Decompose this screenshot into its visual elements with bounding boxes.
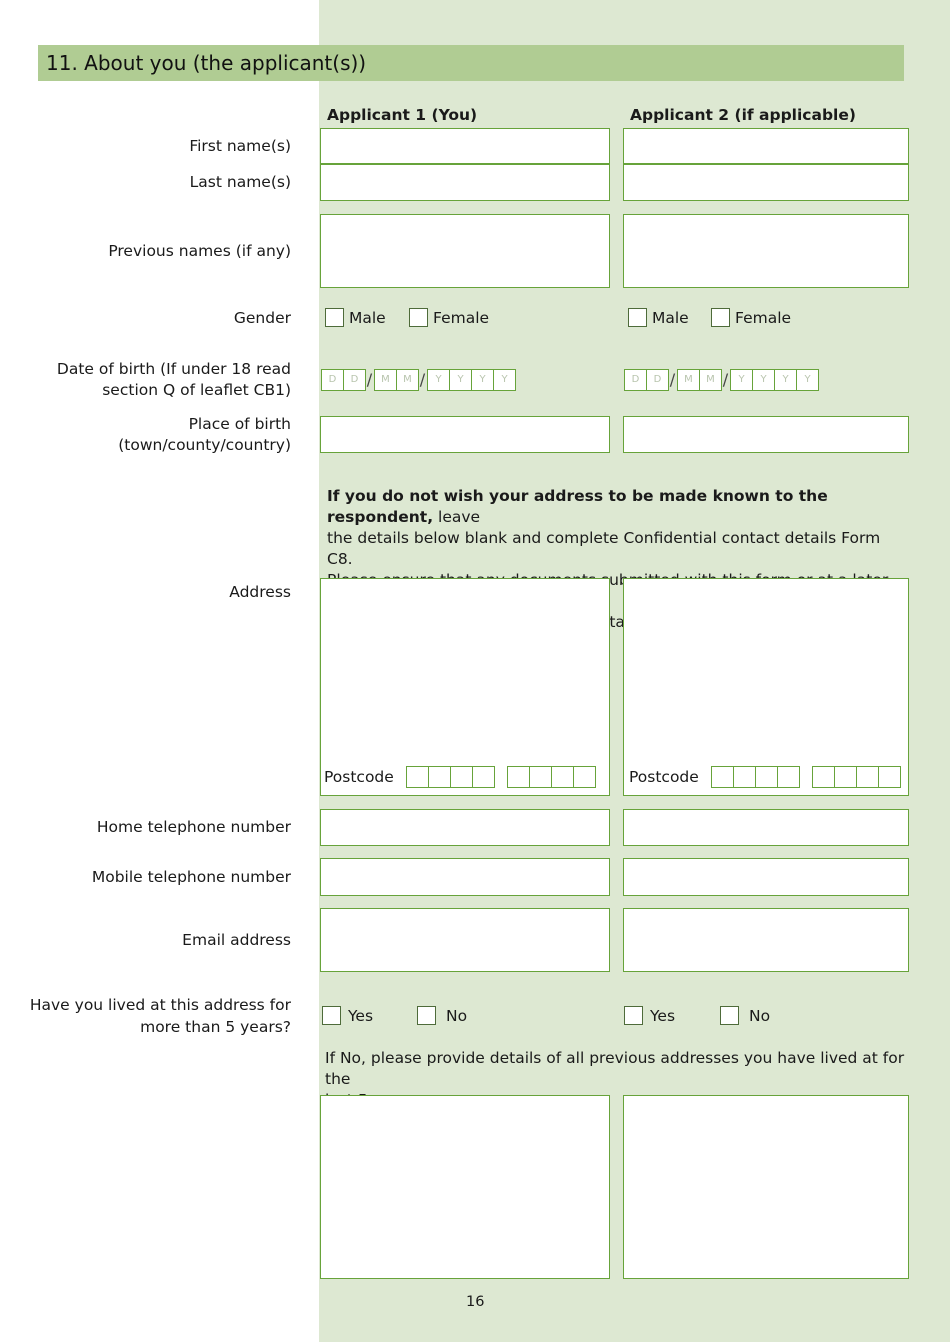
checkbox[interactable] xyxy=(624,1006,643,1025)
dob-month-cell[interactable]: M xyxy=(677,369,700,391)
dob-label-line1: Date of birth (If under 18 read xyxy=(56,360,291,378)
previous-names-label: Previous names (if any) xyxy=(108,242,291,260)
postcode-cell[interactable] xyxy=(834,766,857,788)
postcode-cell[interactable] xyxy=(878,766,901,788)
lived-5-years-label-line2: more than 5 years? xyxy=(140,1018,291,1036)
applicant2-postcode[interactable] xyxy=(629,766,900,788)
checkbox[interactable] xyxy=(711,308,730,327)
applicant1-email-input[interactable] xyxy=(320,908,610,972)
postcode-cell[interactable] xyxy=(812,766,835,788)
applicant1-mobile-phone-input[interactable] xyxy=(320,858,610,896)
dob-year-cell[interactable]: Y xyxy=(774,369,797,391)
postcode-cell[interactable] xyxy=(856,766,879,788)
address-label: Address xyxy=(229,583,291,601)
checkbox[interactable] xyxy=(409,308,428,327)
applicant2-gender-female[interactable]: Female xyxy=(711,308,791,327)
applicant1-gender-male[interactable]: Male xyxy=(325,308,386,327)
applicant2-address-input[interactable] xyxy=(623,578,909,796)
postcode-cell[interactable] xyxy=(777,766,800,788)
postcode-cell[interactable] xyxy=(573,766,596,788)
applicant1-dob-input[interactable] xyxy=(321,369,515,391)
dob-year-cell[interactable]: Y xyxy=(427,369,450,391)
checkbox[interactable] xyxy=(325,308,344,327)
applicant2-home-phone-input[interactable] xyxy=(623,809,909,846)
postcode-cell[interactable] xyxy=(755,766,778,788)
note-text: contact xyxy=(581,613,640,631)
dob-year-cell[interactable]: Y xyxy=(796,369,819,391)
applicant1-header: Applicant 1 (You) xyxy=(327,106,478,124)
applicant2-gender-male[interactable]: Male xyxy=(628,308,689,327)
applicant1-previous-names-input[interactable] xyxy=(320,214,610,288)
postcode-cell[interactable] xyxy=(450,766,473,788)
applicant1-home-phone-input[interactable] xyxy=(320,809,610,846)
dob-separator: / xyxy=(366,370,373,389)
dob-year-cell[interactable]: Y xyxy=(449,369,472,391)
pob-label-line1: Place of birth xyxy=(188,415,291,433)
note-text: the details below blank and complete Confidential contact details Form C8. xyxy=(327,529,881,568)
checkbox[interactable] xyxy=(720,1006,739,1025)
postcode-cell[interactable] xyxy=(711,766,734,788)
applicant1-address-input[interactable] xyxy=(320,578,610,796)
applicant2-first-name-input[interactable] xyxy=(623,128,909,164)
pob-label-line2: (town/county/country) xyxy=(118,436,291,454)
dob-month-cell[interactable]: M xyxy=(699,369,722,391)
dob-year-cell[interactable]: Y xyxy=(730,369,753,391)
dob-year-cell[interactable]: Y xyxy=(752,369,775,391)
first-name-label: First name(s) xyxy=(189,137,291,155)
dob-year-cell[interactable]: Y xyxy=(471,369,494,391)
page-number: 16 xyxy=(466,1294,485,1310)
applicant1-lived-yes[interactable]: Yes xyxy=(322,1006,373,1025)
applicant1-postcode[interactable] xyxy=(324,766,595,788)
home-phone-label: Home telephone number xyxy=(96,818,291,836)
dob-day-cell[interactable]: D xyxy=(343,369,366,391)
postcode-cell[interactable] xyxy=(507,766,530,788)
gender-label: Gender xyxy=(233,309,291,327)
note-bold-intro: If you do not wish your address to be made known to the respondent, xyxy=(327,487,828,526)
applicant2-lived-yes[interactable]: Yes xyxy=(624,1006,675,1025)
mobile-phone-label: Mobile telephone number xyxy=(91,868,291,886)
postcode-cell[interactable] xyxy=(472,766,495,788)
dob-label-line2: section Q of leaflet CB1) xyxy=(102,381,291,399)
applicant1-previous-addresses-input[interactable] xyxy=(320,1095,610,1279)
dob-day-cell[interactable]: D xyxy=(646,369,669,391)
last-name-label: Last name(s) xyxy=(189,173,291,191)
postcode-cell[interactable] xyxy=(428,766,451,788)
postcode-cell[interactable] xyxy=(733,766,756,788)
applicant1-last-name-input[interactable] xyxy=(320,164,610,201)
applicant2-last-name-input[interactable] xyxy=(623,164,909,201)
applicant2-header: Applicant 2 (if applicable) xyxy=(630,106,856,124)
postcode-label: Postcode xyxy=(324,768,394,786)
dob-month-cell[interactable]: M xyxy=(374,369,397,391)
dob-separator: / xyxy=(419,370,426,389)
applicant1-gender-female[interactable]: Female xyxy=(409,308,489,327)
email-label: Email address xyxy=(182,931,291,949)
applicant2-email-input[interactable] xyxy=(623,908,909,972)
applicant2-mobile-phone-input[interactable] xyxy=(623,858,909,896)
lived-5-years-label-line1: Have you lived at this address for xyxy=(29,996,291,1014)
applicant2-previous-names-input[interactable] xyxy=(623,214,909,288)
checkbox[interactable] xyxy=(628,308,647,327)
applicant1-place-of-birth-input[interactable] xyxy=(320,416,610,453)
checkbox[interactable] xyxy=(322,1006,341,1025)
postcode-cell[interactable] xyxy=(406,766,429,788)
applicant1-lived-no[interactable]: No xyxy=(417,1006,467,1025)
dob-separator: / xyxy=(669,370,676,389)
checkbox[interactable] xyxy=(417,1006,436,1025)
dob-day-cell[interactable]: D xyxy=(321,369,344,391)
dob-day-cell[interactable]: D xyxy=(624,369,647,391)
applicant1-first-name-input[interactable] xyxy=(320,128,610,164)
section-title: 11. About you (the applicant(s)) xyxy=(38,45,904,81)
note-text: If No, please provide details of all previous addresses you have lived at for the xyxy=(325,1049,905,1088)
applicant2-previous-addresses-input[interactable] xyxy=(623,1095,909,1279)
postcode-cell[interactable] xyxy=(529,766,552,788)
dob-year-cell[interactable]: Y xyxy=(493,369,516,391)
applicant2-lived-no[interactable]: No xyxy=(720,1006,770,1025)
postcode-cell[interactable] xyxy=(551,766,574,788)
dob-separator: / xyxy=(722,370,729,389)
postcode-label: Postcode xyxy=(629,768,699,786)
applicant2-place-of-birth-input[interactable] xyxy=(623,416,909,453)
applicant2-dob-input[interactable] xyxy=(624,369,818,391)
dob-month-cell[interactable]: M xyxy=(396,369,419,391)
note-text: leave xyxy=(433,508,481,526)
